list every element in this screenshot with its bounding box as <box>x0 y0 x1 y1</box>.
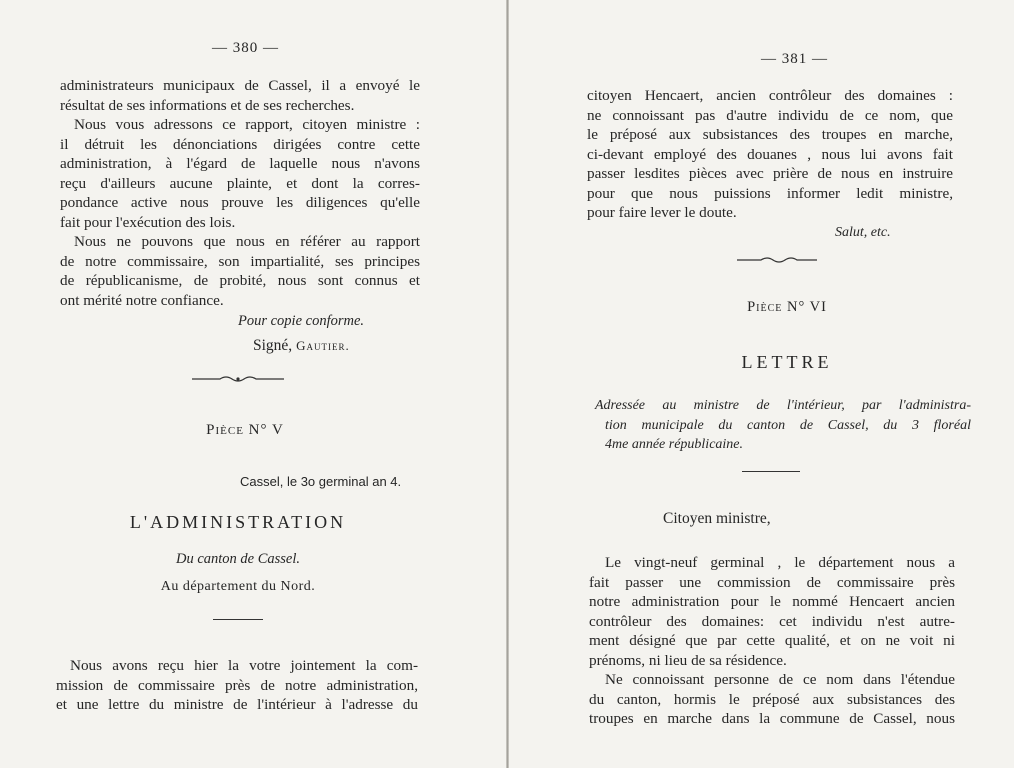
paragraph-continuation <box>60 76 420 115</box>
text-line: résultat de ses informations et de ses recherches. <box>60 96 355 114</box>
text-line: fait passer une commission de commissaire près <box>589 573 955 591</box>
signature-prefix: Signé, <box>253 337 297 354</box>
short-rule <box>213 619 263 620</box>
text-line: mission de commissaire près de notre administration, <box>56 676 418 694</box>
text-line: il détruit les dénonciations dirigées contre cette <box>60 135 420 153</box>
closing-salut: Salut, etc. <box>835 225 891 240</box>
signature-name: Gautier. <box>296 338 350 353</box>
ornament-divider <box>735 253 819 267</box>
salutation: Citoyen ministre, <box>663 510 771 527</box>
text-line: de républicanisme, de probité, nous sont connus et <box>60 272 420 289</box>
paragraph-commission <box>589 553 955 670</box>
text-line: Nous vous adressons ce rapport, citoyen ministre : <box>74 116 420 133</box>
signature <box>253 337 350 355</box>
page-number: — 381 — <box>761 51 828 67</box>
paragraph-connoissant <box>589 670 955 729</box>
text-line: Nous avons reçu hier la votre jointement la com- <box>70 657 418 674</box>
text-line: fait pour l'exécution des lois. <box>60 213 236 231</box>
piece-heading: Pièce N° VI <box>747 299 827 315</box>
text-line: pondance active nous prouve les diligences qu'elle <box>60 194 420 211</box>
text-line: Ne connoissant personne de ce nom dans l'étendue <box>605 671 955 688</box>
text-line: Nous ne pouvons que nous en référer au rapport <box>74 233 420 250</box>
caption-line: tion municipale du canton de Cassel, du 3 floréal <box>605 417 971 433</box>
text-line: administration, à l'égard de laquelle nous n'avons <box>60 155 420 172</box>
page-381 <box>507 0 1014 768</box>
paragraph-confiance <box>60 232 420 310</box>
text-line: ci-devant employé des douanes , nous lui avons fait <box>587 145 953 163</box>
ornament-divider <box>190 372 286 386</box>
page-number: — 380 — <box>212 40 279 56</box>
text-line: prénoms, ni lieu de sa résidence. <box>589 651 787 669</box>
text-line: pour que nous puissions informer ledit ministre, <box>587 184 953 202</box>
caption-line: 4me année républicaine. <box>605 437 744 452</box>
document-title: L'ADMINISTRATION <box>129 512 347 532</box>
paragraph-rapport <box>60 115 420 232</box>
text-line: du canton, hormis le préposé aux subsistances des <box>589 690 955 708</box>
document-title: LETTRE <box>741 352 833 372</box>
text-line: reçu d'ailleurs aucune plainte, et dont la corres- <box>60 174 420 192</box>
document-caption <box>595 396 971 455</box>
text-line: le préposé aux subsistances des troupes en marche, <box>587 126 953 143</box>
text-line: Le vingt-neuf germinal , le département nous a <box>605 554 955 571</box>
text-line: passer lesdites pièces avec prière de nous en instruire <box>587 165 953 182</box>
paragraph-bottom <box>56 656 418 715</box>
text-line: citoyen Hencaert, ancien contrôleur des domaines : <box>587 87 953 104</box>
dateline: Cassel, le 3o germinal an 4. <box>240 474 402 489</box>
text-line: troupes en marche dans la commune de Cassel, nous <box>589 710 955 727</box>
document-recipient: Au département du Nord. <box>160 579 316 594</box>
text-line: administrateurs municipaux de Cassel, il a envoyé le <box>60 77 420 94</box>
text-line: notre administration pour le nommé Hencaert ancien <box>589 593 955 610</box>
text-line: pour faire lever le doute. <box>587 204 737 221</box>
piece-heading: Pièce N° V <box>206 422 284 438</box>
document-subtitle: Du canton de Cassel. <box>175 551 301 567</box>
text-line: ne connoissant pas d'autre individu de ce nom, que <box>587 106 953 124</box>
text-line: contrôleur des domaines: cet individu n'est autre- <box>589 612 955 630</box>
text-line: ont mérité notre confiance. <box>60 291 224 309</box>
caption-line: Adressée au ministre de l'intérieur, par l'administra- <box>595 398 971 413</box>
short-rule <box>742 471 800 472</box>
text-line: de notre commissaire, son impartialité, ses principes <box>60 252 420 270</box>
text-line: et une lettre du ministre de l'intérieur à l'adresse du <box>56 696 418 713</box>
copy-note: Pour copie conforme. <box>238 313 365 329</box>
paragraph-continuation <box>587 86 953 223</box>
text-line: ment désigné que par cette qualité, et on ne voit ni <box>589 632 955 649</box>
